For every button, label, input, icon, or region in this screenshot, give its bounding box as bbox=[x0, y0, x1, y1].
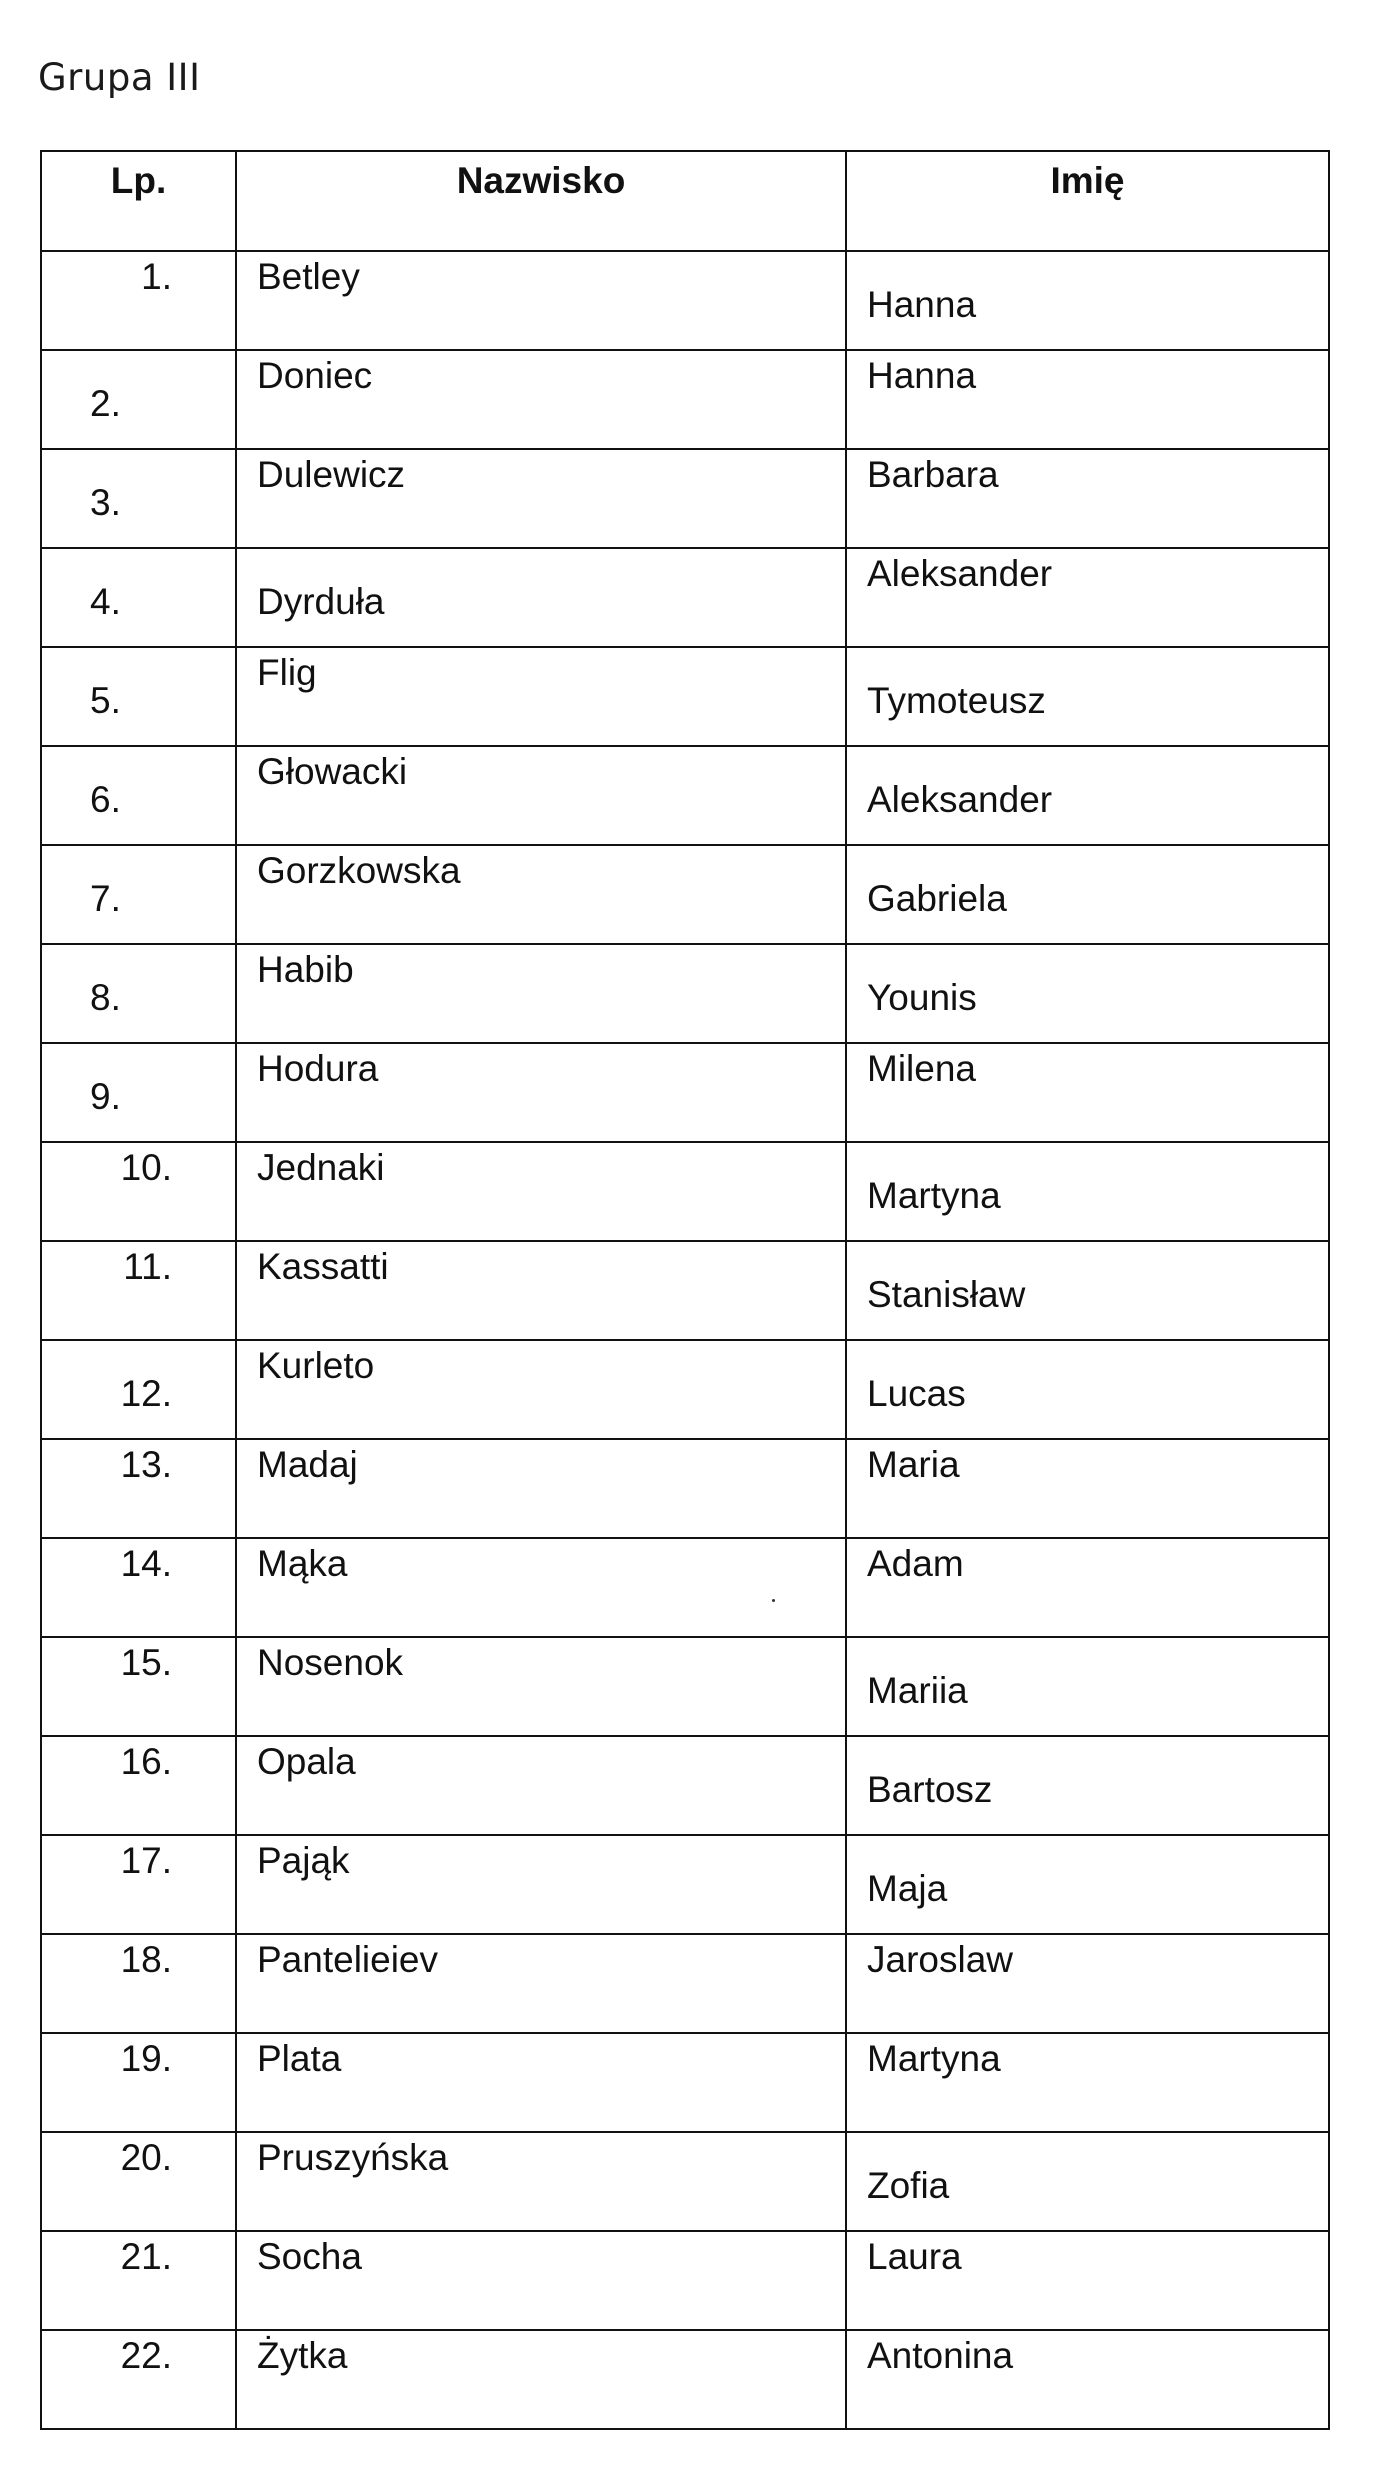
row-first-name: Stanisław bbox=[846, 1241, 1329, 1340]
table-row bbox=[41, 2033, 1329, 2132]
header-first-name: Imię bbox=[846, 151, 1329, 251]
row-surname: Pantelieiev bbox=[236, 1934, 846, 2033]
table-row bbox=[41, 548, 1329, 647]
row-surname: Doniec bbox=[236, 350, 846, 449]
row-surname: Pająk bbox=[236, 1835, 846, 1934]
table-row bbox=[41, 2132, 1329, 2231]
row-first-name: Aleksander bbox=[846, 548, 1329, 647]
table-row bbox=[41, 1142, 1329, 1241]
row-number: 8. bbox=[41, 944, 236, 1043]
table-row bbox=[41, 746, 1329, 845]
row-first-name: Younis bbox=[846, 944, 1329, 1043]
table-row bbox=[41, 2330, 1329, 2429]
group-roster-table bbox=[40, 150, 1330, 2430]
row-number: 18. bbox=[41, 1934, 236, 2033]
row-number: 2. bbox=[41, 350, 236, 449]
row-number: 9. bbox=[41, 1043, 236, 1142]
table-row bbox=[41, 1538, 1329, 1637]
row-surname: Żytka bbox=[236, 2330, 846, 2429]
table-row bbox=[41, 1340, 1329, 1439]
row-surname: Betley bbox=[236, 251, 846, 350]
row-first-name: Maria bbox=[846, 1439, 1329, 1538]
row-number: 22. bbox=[41, 2330, 236, 2429]
row-number: 17. bbox=[41, 1835, 236, 1934]
row-number: 15. bbox=[41, 1637, 236, 1736]
row-first-name: Milena bbox=[846, 1043, 1329, 1142]
table-header-row bbox=[41, 151, 1329, 251]
row-number: 1. bbox=[41, 251, 236, 350]
row-surname: Opala bbox=[236, 1736, 846, 1835]
row-first-name: Laura bbox=[846, 2231, 1329, 2330]
row-first-name: Martyna bbox=[846, 1142, 1329, 1241]
row-first-name: Zofia bbox=[846, 2132, 1329, 2231]
row-first-name: Maja bbox=[846, 1835, 1329, 1934]
row-first-name: Barbara bbox=[846, 449, 1329, 548]
row-number: 7. bbox=[41, 845, 236, 944]
row-number: 21. bbox=[41, 2231, 236, 2330]
table-row bbox=[41, 1736, 1329, 1835]
row-first-name: Bartosz bbox=[846, 1736, 1329, 1835]
row-surname: Hodura bbox=[236, 1043, 846, 1142]
row-number: 11. bbox=[41, 1241, 236, 1340]
row-surname: Socha bbox=[236, 2231, 846, 2330]
table-row bbox=[41, 1637, 1329, 1736]
header-surname: Nazwisko bbox=[236, 151, 846, 251]
table-row bbox=[41, 251, 1329, 350]
row-first-name: Aleksander bbox=[846, 746, 1329, 845]
row-number: 19. bbox=[41, 2033, 236, 2132]
table-row bbox=[41, 449, 1329, 548]
row-number: 5. bbox=[41, 647, 236, 746]
page-title: Grupa III bbox=[38, 56, 201, 99]
row-first-name: Antonina bbox=[846, 2330, 1329, 2429]
scan-speck bbox=[772, 1599, 775, 1602]
row-number: 3. bbox=[41, 449, 236, 548]
row-surname: Gorzkowska bbox=[236, 845, 846, 944]
row-surname: Kurleto bbox=[236, 1340, 846, 1439]
row-first-name: Martyna bbox=[846, 2033, 1329, 2132]
row-number: 12. bbox=[41, 1340, 236, 1439]
row-number: 6. bbox=[41, 746, 236, 845]
row-surname: Kassatti bbox=[236, 1241, 846, 1340]
row-first-name: Hanna bbox=[846, 251, 1329, 350]
row-first-name: Adam bbox=[846, 1538, 1329, 1637]
table-row bbox=[41, 1241, 1329, 1340]
row-first-name: Tymoteusz bbox=[846, 647, 1329, 746]
table-row bbox=[41, 845, 1329, 944]
table-row bbox=[41, 1439, 1329, 1538]
row-surname: Mąka bbox=[236, 1538, 846, 1637]
row-surname: Pruszyńska bbox=[236, 2132, 846, 2231]
table-row bbox=[41, 350, 1329, 449]
row-surname: Madaj bbox=[236, 1439, 846, 1538]
table-row bbox=[41, 1934, 1329, 2033]
row-first-name: Hanna bbox=[846, 350, 1329, 449]
row-number: 14. bbox=[41, 1538, 236, 1637]
row-first-name: Lucas bbox=[846, 1340, 1329, 1439]
row-surname: Habib bbox=[236, 944, 846, 1043]
row-number: 4. bbox=[41, 548, 236, 647]
row-surname: Nosenok bbox=[236, 1637, 846, 1736]
row-surname: Dyrduła bbox=[236, 548, 846, 647]
row-surname: Dulewicz bbox=[236, 449, 846, 548]
row-number: 10. bbox=[41, 1142, 236, 1241]
row-surname: Plata bbox=[236, 2033, 846, 2132]
row-first-name: Gabriela bbox=[846, 845, 1329, 944]
table-row bbox=[41, 1043, 1329, 1142]
table-row bbox=[41, 647, 1329, 746]
table-row bbox=[41, 2231, 1329, 2330]
header-lp: Lp. bbox=[41, 151, 236, 251]
table-row bbox=[41, 1835, 1329, 1934]
row-surname: Jednaki bbox=[236, 1142, 846, 1241]
row-surname: Flig bbox=[236, 647, 846, 746]
row-number: 13. bbox=[41, 1439, 236, 1538]
table-row bbox=[41, 944, 1329, 1043]
row-number: 20. bbox=[41, 2132, 236, 2231]
row-first-name: Jaroslaw bbox=[846, 1934, 1329, 2033]
row-number: 16. bbox=[41, 1736, 236, 1835]
row-first-name: Mariia bbox=[846, 1637, 1329, 1736]
row-surname: Głowacki bbox=[236, 746, 846, 845]
